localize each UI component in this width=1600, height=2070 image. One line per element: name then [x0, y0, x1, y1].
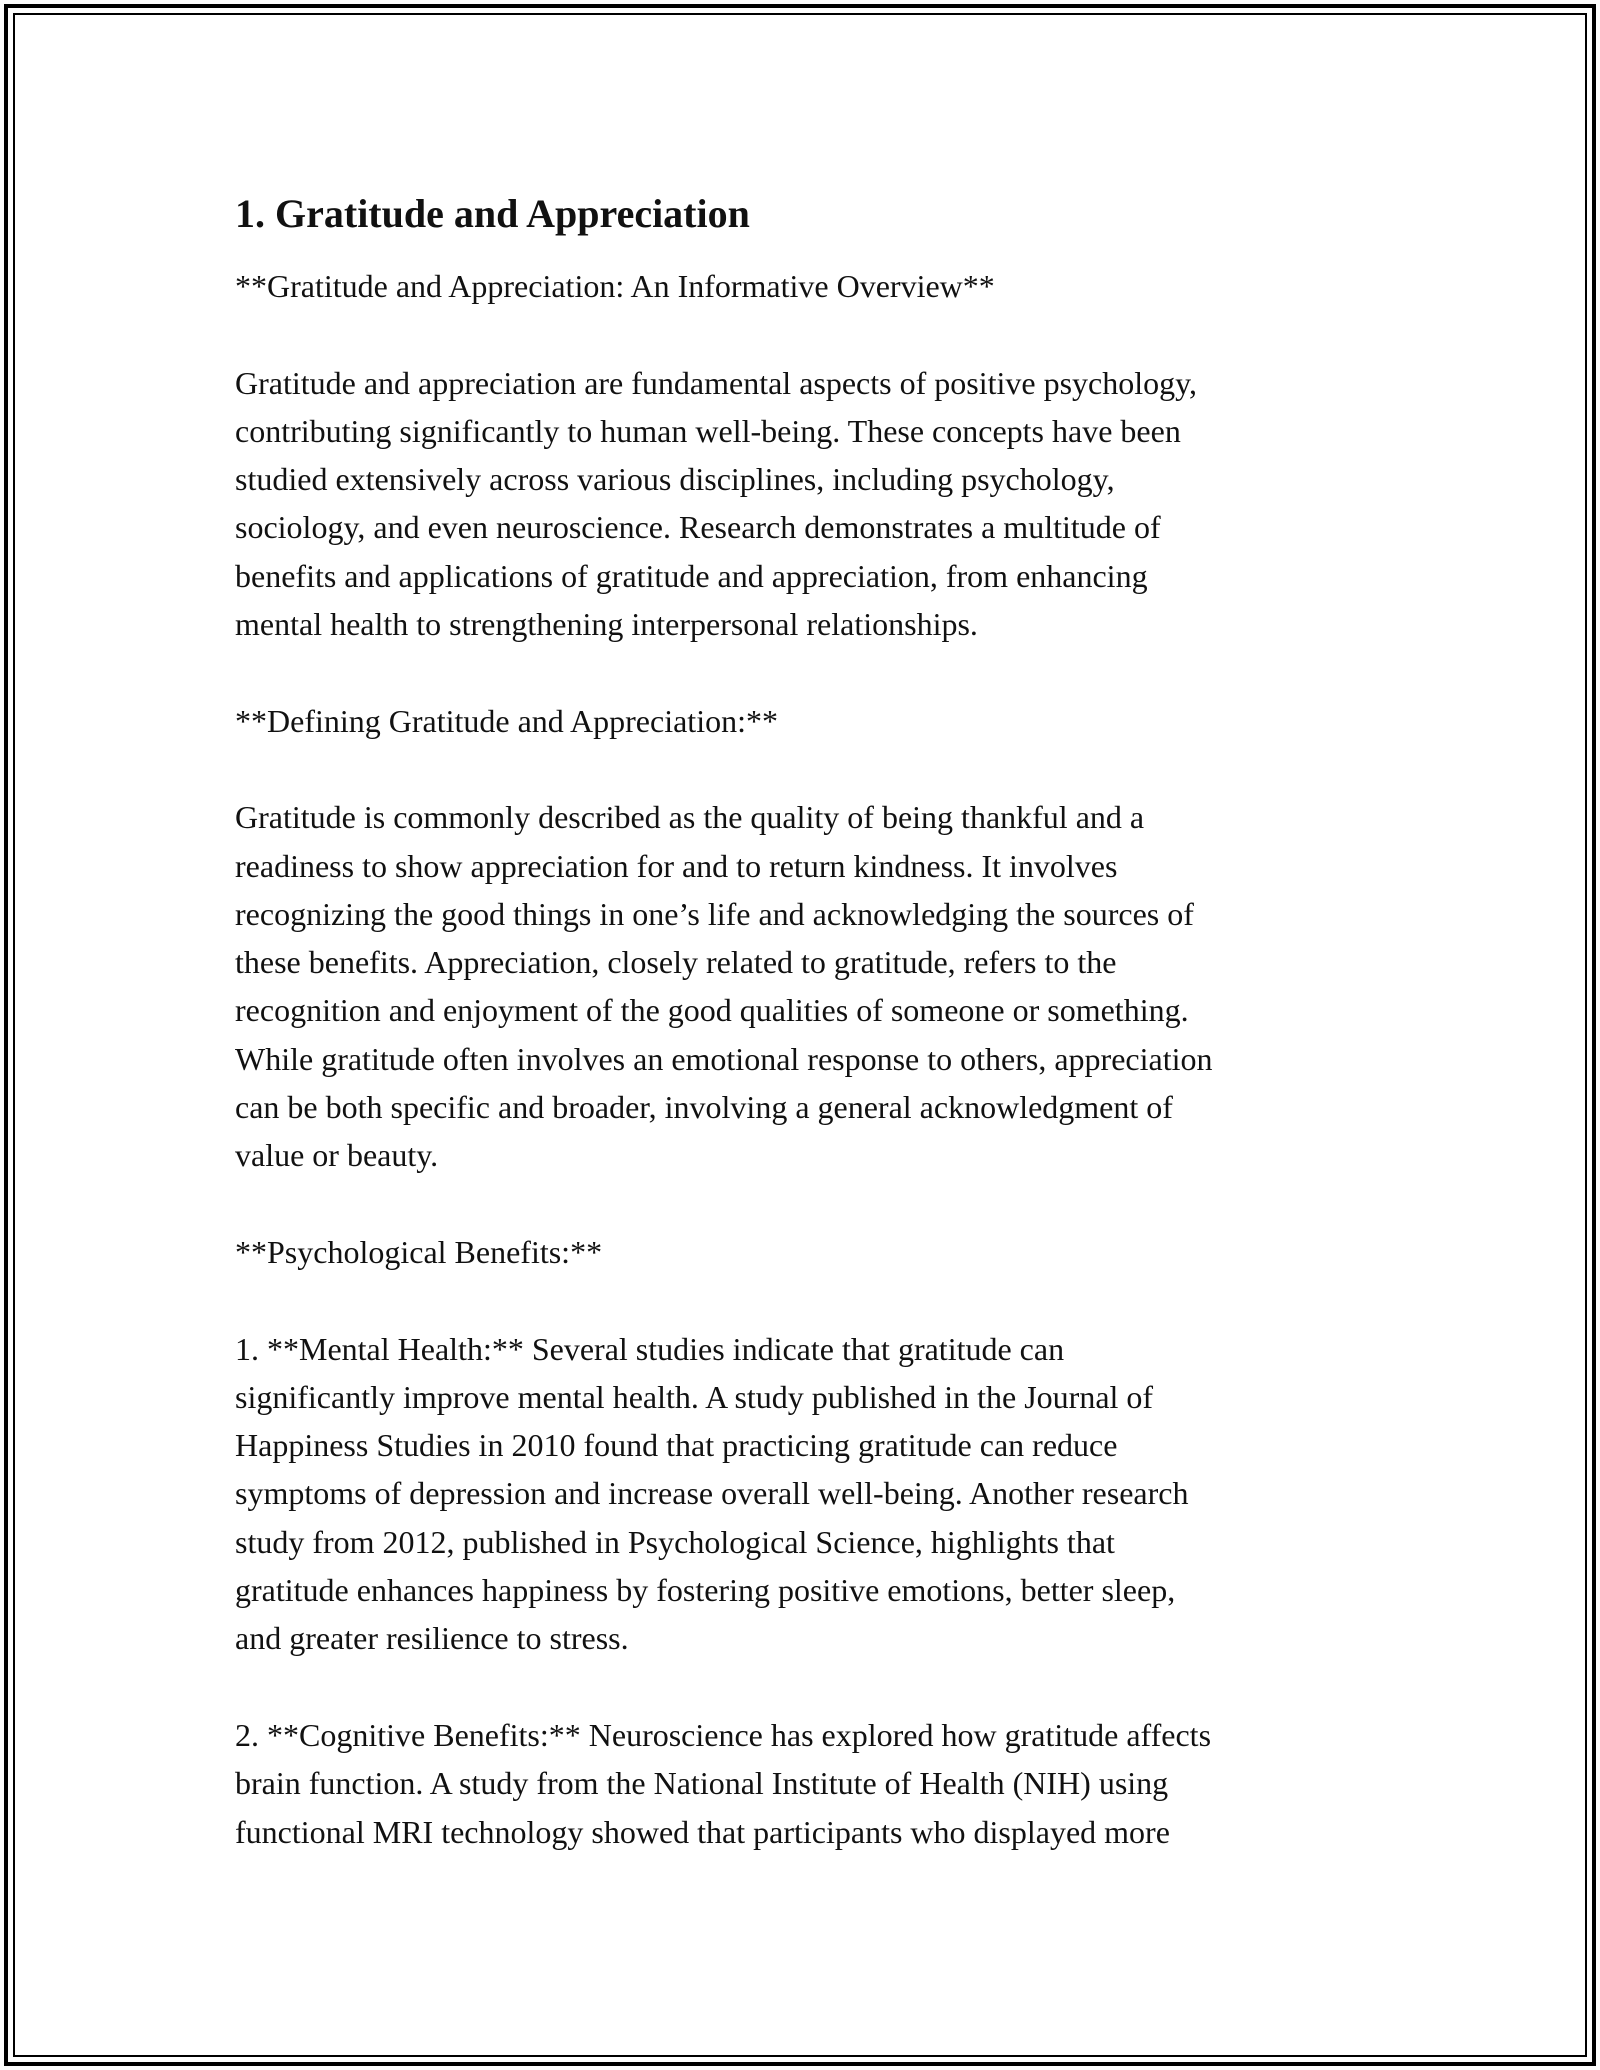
paragraph-line: 2. **Cognitive Benefits:** Neuroscience has explored how gratitude affects — [235, 1716, 1212, 1753]
paragraph-line: gratitude enhances happiness by fostering positive emotions, better sleep, — [235, 1572, 1176, 1609]
paragraph-line: value or beauty. — [235, 1137, 439, 1174]
paragraph-line: Gratitude is commonly described as the quality of being thankful and a — [235, 799, 1145, 836]
paragraph-line: While gratitude often involves an emotional response to others, appreciation — [235, 1040, 1213, 1077]
cognitive-benefits-paragraph — [235, 1711, 1365, 1856]
defining-paragraph — [235, 793, 1365, 1179]
paragraph-line: benefits and applications of gratitude and appreciation, from enhancing — [235, 557, 1148, 594]
paragraph-line: mental health to strengthening interpersonal relationships. — [235, 606, 978, 643]
paragraph-line: brain function. A study from the National Institute of Health (NIH) using — [235, 1765, 1169, 1802]
paragraph-line: significantly improve mental health. A study published in the Journal of — [235, 1378, 1154, 1415]
paragraph-line: sociology, and even neuroscience. Research demonstrates a multitude of — [235, 509, 1161, 546]
psychological-benefits-heading: **Psychological Benefits:** — [235, 1233, 603, 1270]
paragraph-line: Happiness Studies in 2010 found that practicing gratitude can reduce — [235, 1427, 1118, 1464]
paragraph-line: studied extensively across various disciplines, including psychology, — [235, 461, 1115, 498]
paragraph-line: study from 2012, published in Psychological Science, highlights that — [235, 1523, 1115, 1560]
document-body — [235, 186, 1365, 1856]
paragraph-line: functional MRI technology showed that participants who displayed more — [235, 1813, 1170, 1850]
paragraph-line: symptoms of depression and increase overall well-being. Another research — [235, 1475, 1189, 1512]
paragraph-line: Gratitude and appreciation are fundamental aspects of positive psychology, — [235, 364, 1198, 401]
intro-paragraph — [235, 359, 1365, 649]
defining-heading: **Defining Gratitude and Appreciation:** — [235, 702, 778, 739]
overview-subtitle: **Gratitude and Appreciation: An Informative Overview** — [235, 268, 995, 304]
paragraph-line: can be both specific and broader, involving a general acknowledgment of — [235, 1089, 1173, 1126]
paragraph-line: readiness to show appreciation for and to return kindness. It involves — [235, 847, 1118, 884]
paragraph-line: and greater resilience to stress. — [235, 1620, 629, 1657]
paragraph-line: recognition and enjoyment of the good qualities of someone or something. — [235, 992, 1189, 1029]
paragraph-line: contributing significantly to human well-being. These concepts have been — [235, 412, 1181, 449]
paragraph-line: these benefits. Appreciation, closely related to gratitude, refers to the — [235, 944, 1117, 981]
paragraph-line: 1. **Mental Health:** Several studies indicate that gratitude can — [235, 1330, 1065, 1367]
section-title: 1. Gratitude and Appreciation — [235, 191, 750, 236]
paragraph-line: recognizing the good things in one’s life and acknowledging the sources of — [235, 895, 1194, 932]
mental-health-paragraph — [235, 1325, 1365, 1663]
